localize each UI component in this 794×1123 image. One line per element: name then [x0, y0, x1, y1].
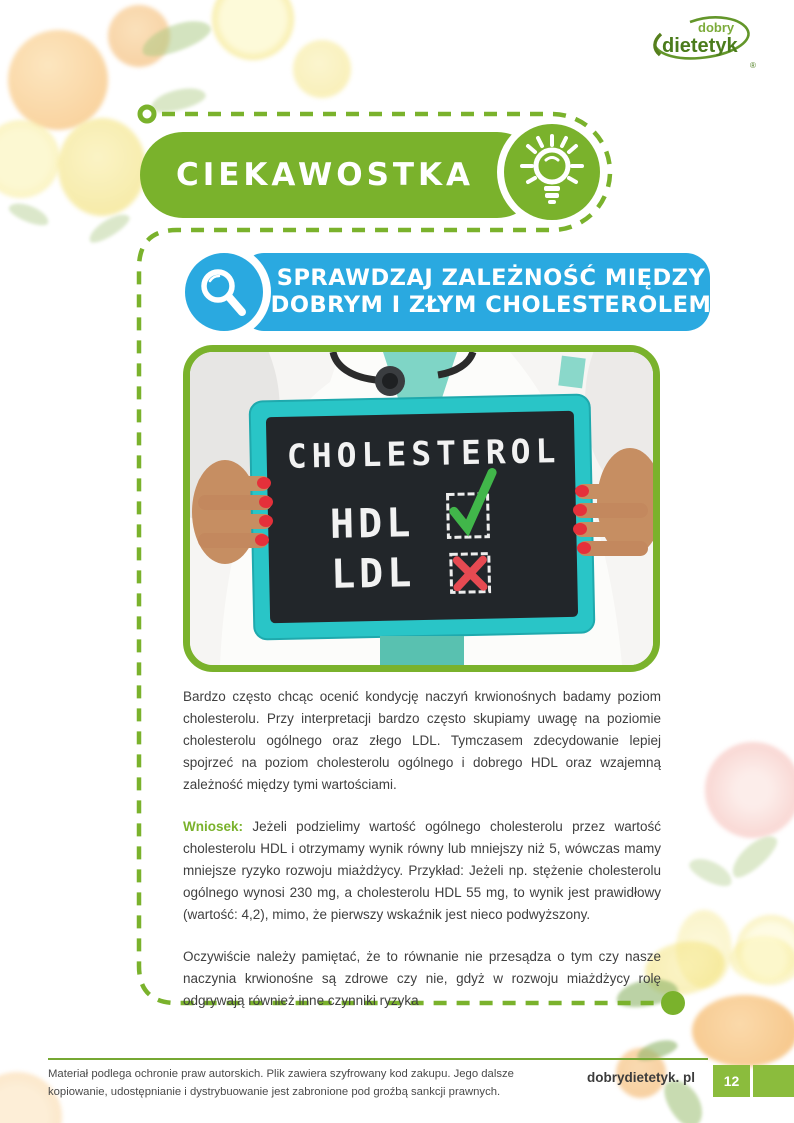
conclusion-text: Jeżeli podzielimy wartość ogólnego cholesterolu przez wartość cholesterolu HDL i otrzymamy wynik równy lub mniejszy niż 5, wówczas mamy mniejsze ryzyko rozwoju miażdżycy. Przykład: Jeżeli np. stężenie cholesterolu ogólnego wynosi 230 mg, a cholesterolu HDL 55 mg, to wynik jest prawidłowy (wartość: 4,2), mimo, że pierwszy wskaźnik jest nieco podwyższony. — [183, 819, 661, 922]
paragraph-conclusion — [183, 816, 661, 926]
magnifier-icon — [185, 253, 263, 331]
pocket-square — [558, 356, 585, 389]
photo-illustration — [190, 352, 653, 665]
chalkboard-photo — [183, 345, 660, 672]
paragraph-note: Oczywiście należy pamiętać, że to równanie nie przesądza o tym czy nasze naczynia krwionośne są zdrowe czy nie, gdyż w rozwoju miażdżycy rolę odgrywają również inne czynniki ryzyka — [183, 949, 661, 1008]
left-hand-palm — [192, 460, 258, 564]
registered-mark: ® — [750, 61, 756, 70]
footer-edge-block — [753, 1065, 794, 1097]
path-start-ring — [140, 107, 154, 121]
logo-text-top: dobry — [698, 20, 735, 35]
chalkboard — [250, 394, 595, 639]
copyright-line1: Materiał podlega ochronie praw autorskich. Plik zawiera szyfrowany kod zakupu. Jego dalsze — [48, 1068, 514, 1080]
subheader-line2: DOBRYM I ZŁYM CHOLESTEROLEM — [270, 292, 712, 318]
scrub-bottom — [380, 636, 464, 665]
path-end-dot — [661, 991, 685, 1015]
board-row1-label: HDL — [329, 500, 415, 548]
page-number: 12 — [723, 1073, 740, 1089]
nail — [577, 542, 591, 554]
page-number-badge — [713, 1065, 750, 1097]
paragraph-intro: Bardzo często chcąc ocenić kondycję naczyń krwionośnych badamy poziom cholesterolu. Przy interpretacji bardzo często skupiamy uwagę na poziomie cholesterolu ogólnego oraz złego LDL. Tymczasem zdecydowanie lepiej spojrzeć na poziom cholesterolu ogólnego i dobrego HDL oraz wzajemną zależność między tymi wartościami. — [183, 689, 661, 792]
nail — [255, 534, 269, 546]
stethoscope-chestpiece-center — [382, 373, 398, 389]
article-body — [183, 686, 661, 1032]
header-label: CIEKAWOSTKA — [175, 157, 475, 193]
nail — [575, 485, 589, 497]
nail — [259, 515, 273, 527]
nail — [259, 496, 273, 508]
nail — [573, 523, 587, 535]
logo-text-bottom: dietetyk — [662, 35, 738, 57]
footer-divider — [48, 1058, 708, 1060]
header-banner — [140, 132, 540, 218]
conclusion-label: Wniosek: — [183, 819, 244, 834]
nail — [257, 477, 271, 489]
brand-logo — [640, 5, 770, 80]
subheader-line1: SPRAWDZAJ ZALEŻNOŚĆ MIĘDZY — [276, 265, 706, 291]
lightbulb-icon — [504, 124, 600, 220]
copyright-line2: kopiowanie, udostępnianie i dystrybuowanie jest zabronione pod groźbą sankcji prawnych. — [48, 1085, 501, 1098]
site-name: dobrydietetyk. pl — [586, 1070, 695, 1085]
board-row2-label: LDL — [330, 550, 416, 598]
board-title: CHOLESTEROL — [286, 431, 561, 476]
subheader-banner — [240, 253, 710, 331]
nail — [573, 504, 587, 516]
